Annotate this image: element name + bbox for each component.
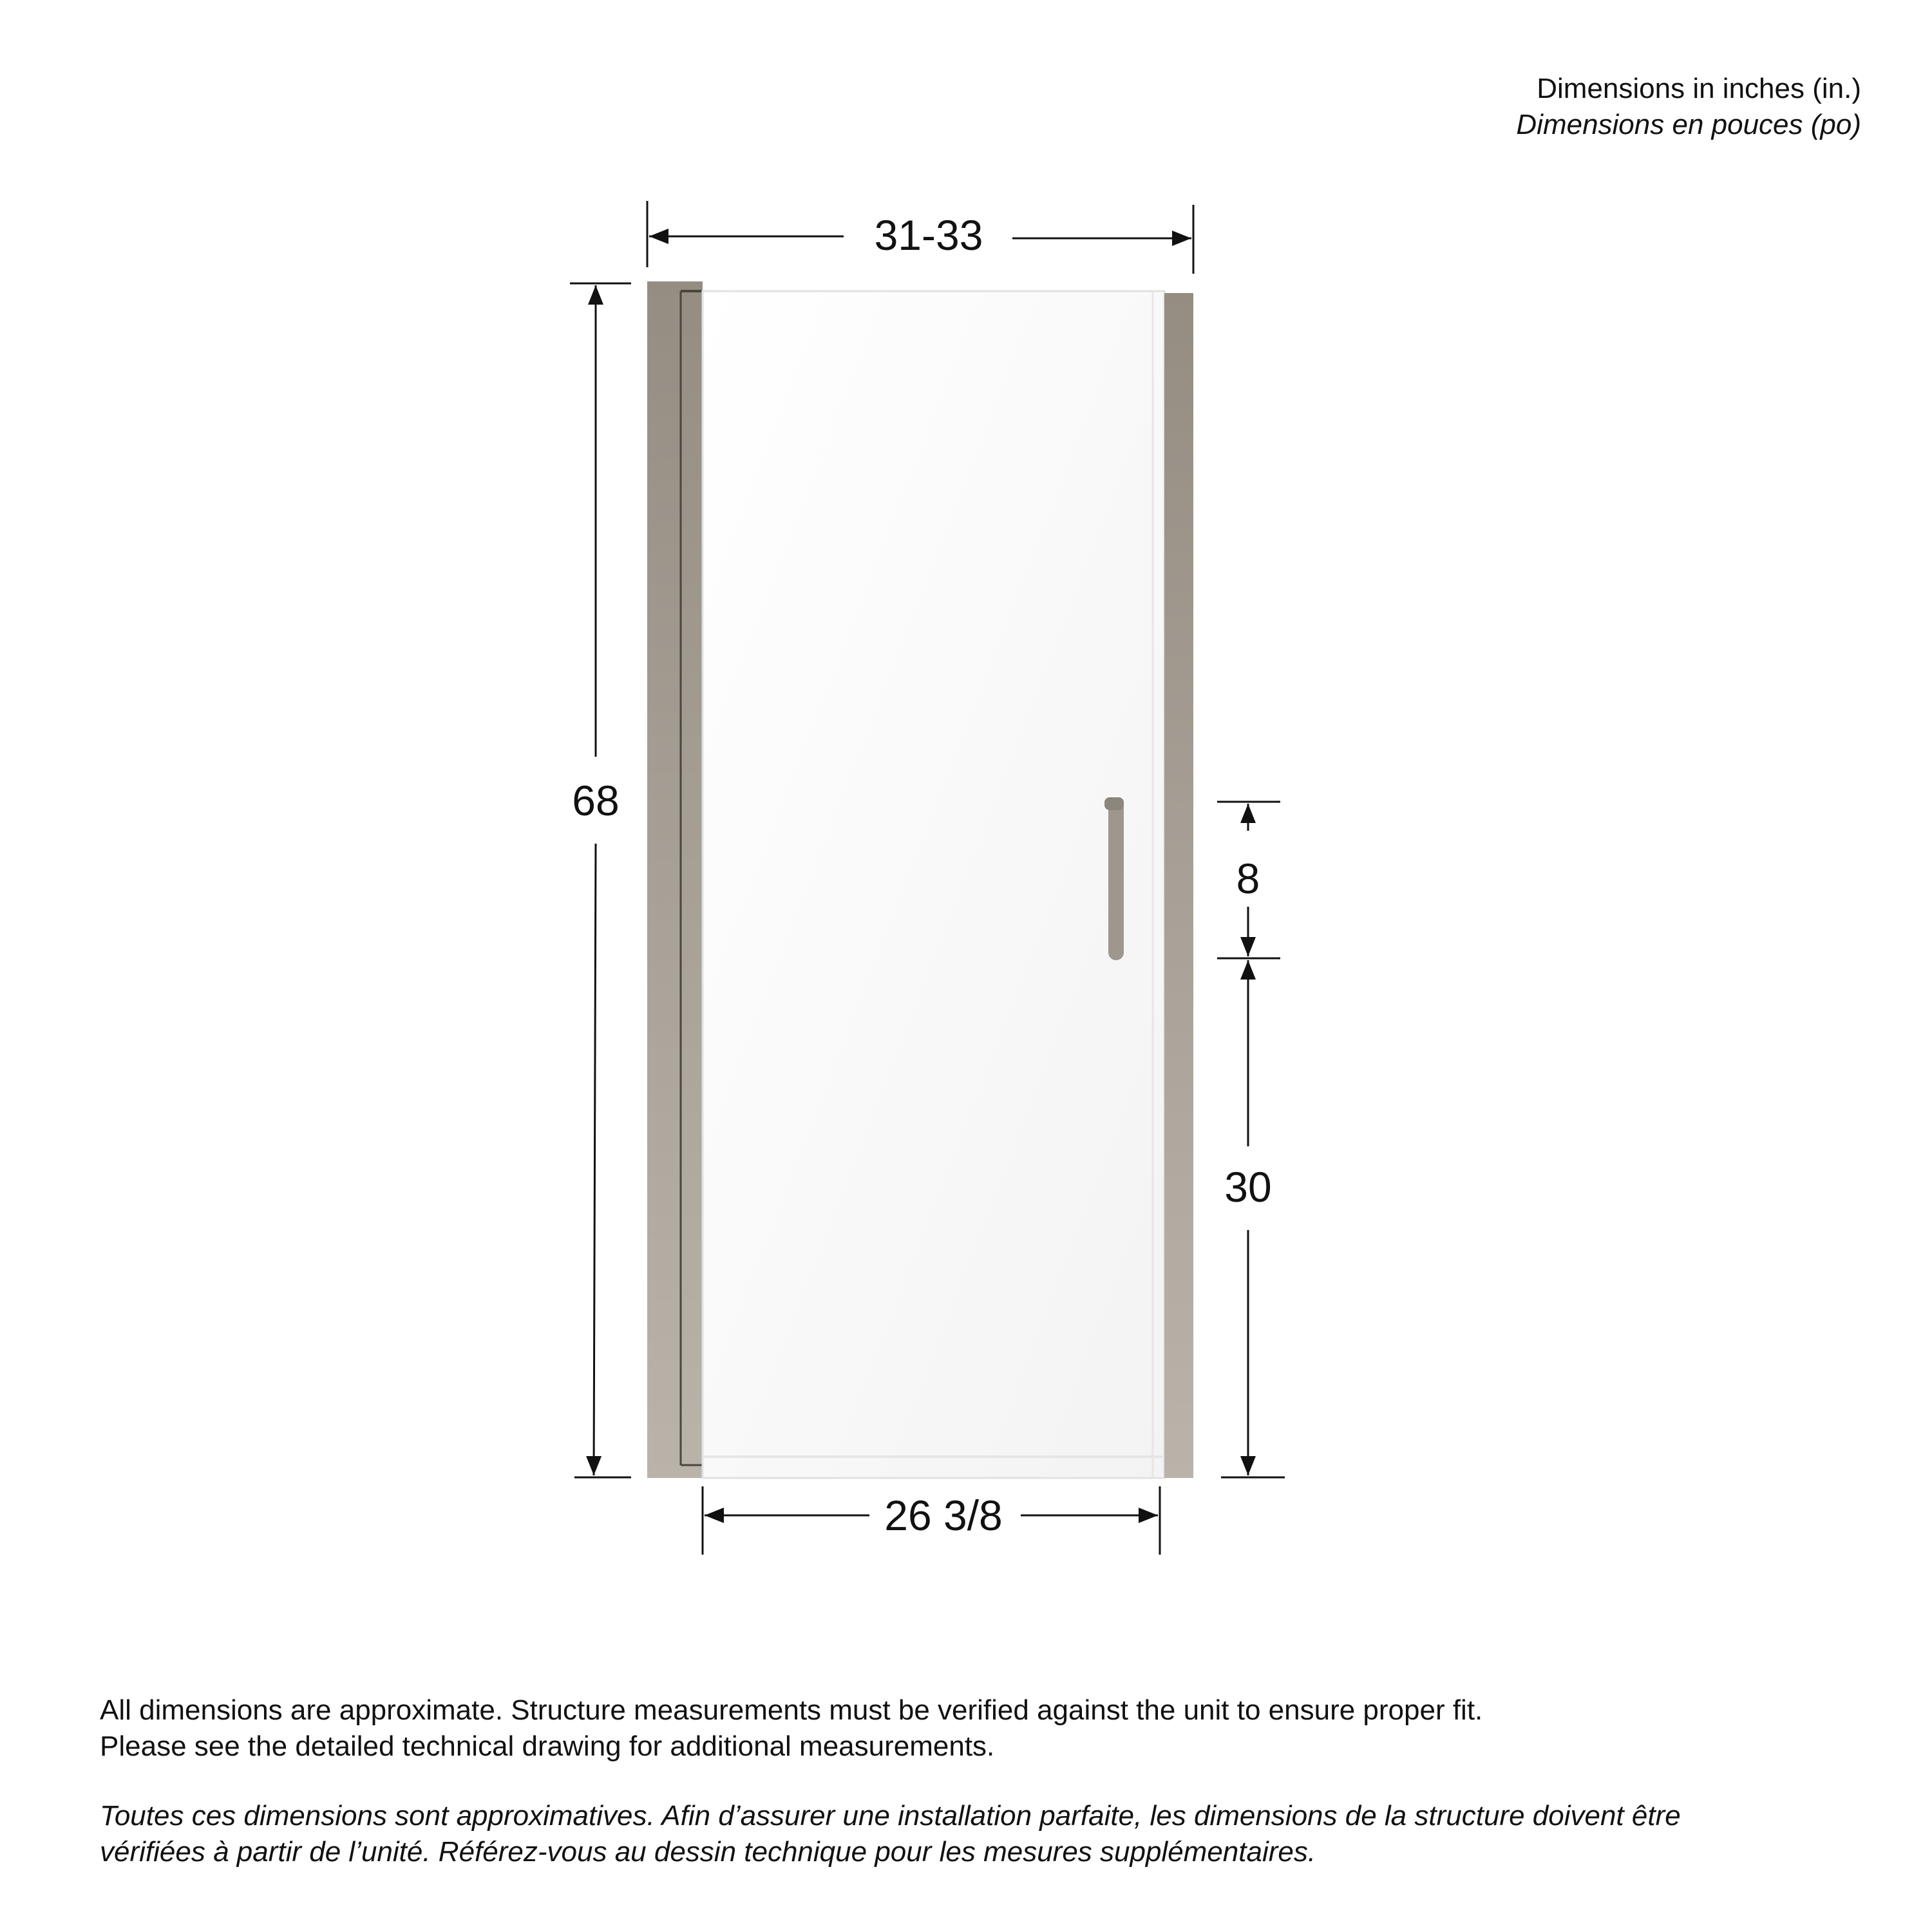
handle-height-label: 30: [1224, 1163, 1272, 1211]
disclaimer-french: [100, 1798, 1871, 1870]
units-english: Dimensions in inches (in.): [1537, 73, 1861, 104]
overall-width-label: 31-33: [874, 211, 983, 259]
disclaimer-fr-line2: vérifiées à partir de l’unité. Référez-vous au dessin technique pour les mesures supplémentaires.: [100, 1836, 1316, 1868]
height-label: 68: [572, 777, 620, 824]
right-strike-jamb: [1164, 293, 1193, 1478]
door-handle-mount: [1104, 797, 1124, 810]
handle-length-label: 8: [1236, 855, 1260, 902]
door-width-label: 26 3/8: [884, 1492, 1003, 1539]
disclaimer-en-line1: All dimensions are approximate. Structure measurements must be verified against the unit to ensure proper fit.: [100, 1694, 1483, 1726]
units-french: Dimensions en pouces (po): [1516, 109, 1861, 140]
disclaimer-notes: [100, 1692, 1871, 1870]
left-wall-jamb: [647, 281, 703, 1478]
disclaimer-en-line2: Please see the detailed technical drawing for additional measurements.: [100, 1730, 995, 1762]
height-arrow-down: [594, 844, 596, 1475]
disclaimer-fr-line1: Toutes ces dimensions sont approximatives. Afin d’assurer une installation parfaite, les dimensions de la structure doivent être: [100, 1800, 1681, 1832]
glass-door-panel: [703, 291, 1164, 1478]
door-handle: [1108, 797, 1124, 960]
